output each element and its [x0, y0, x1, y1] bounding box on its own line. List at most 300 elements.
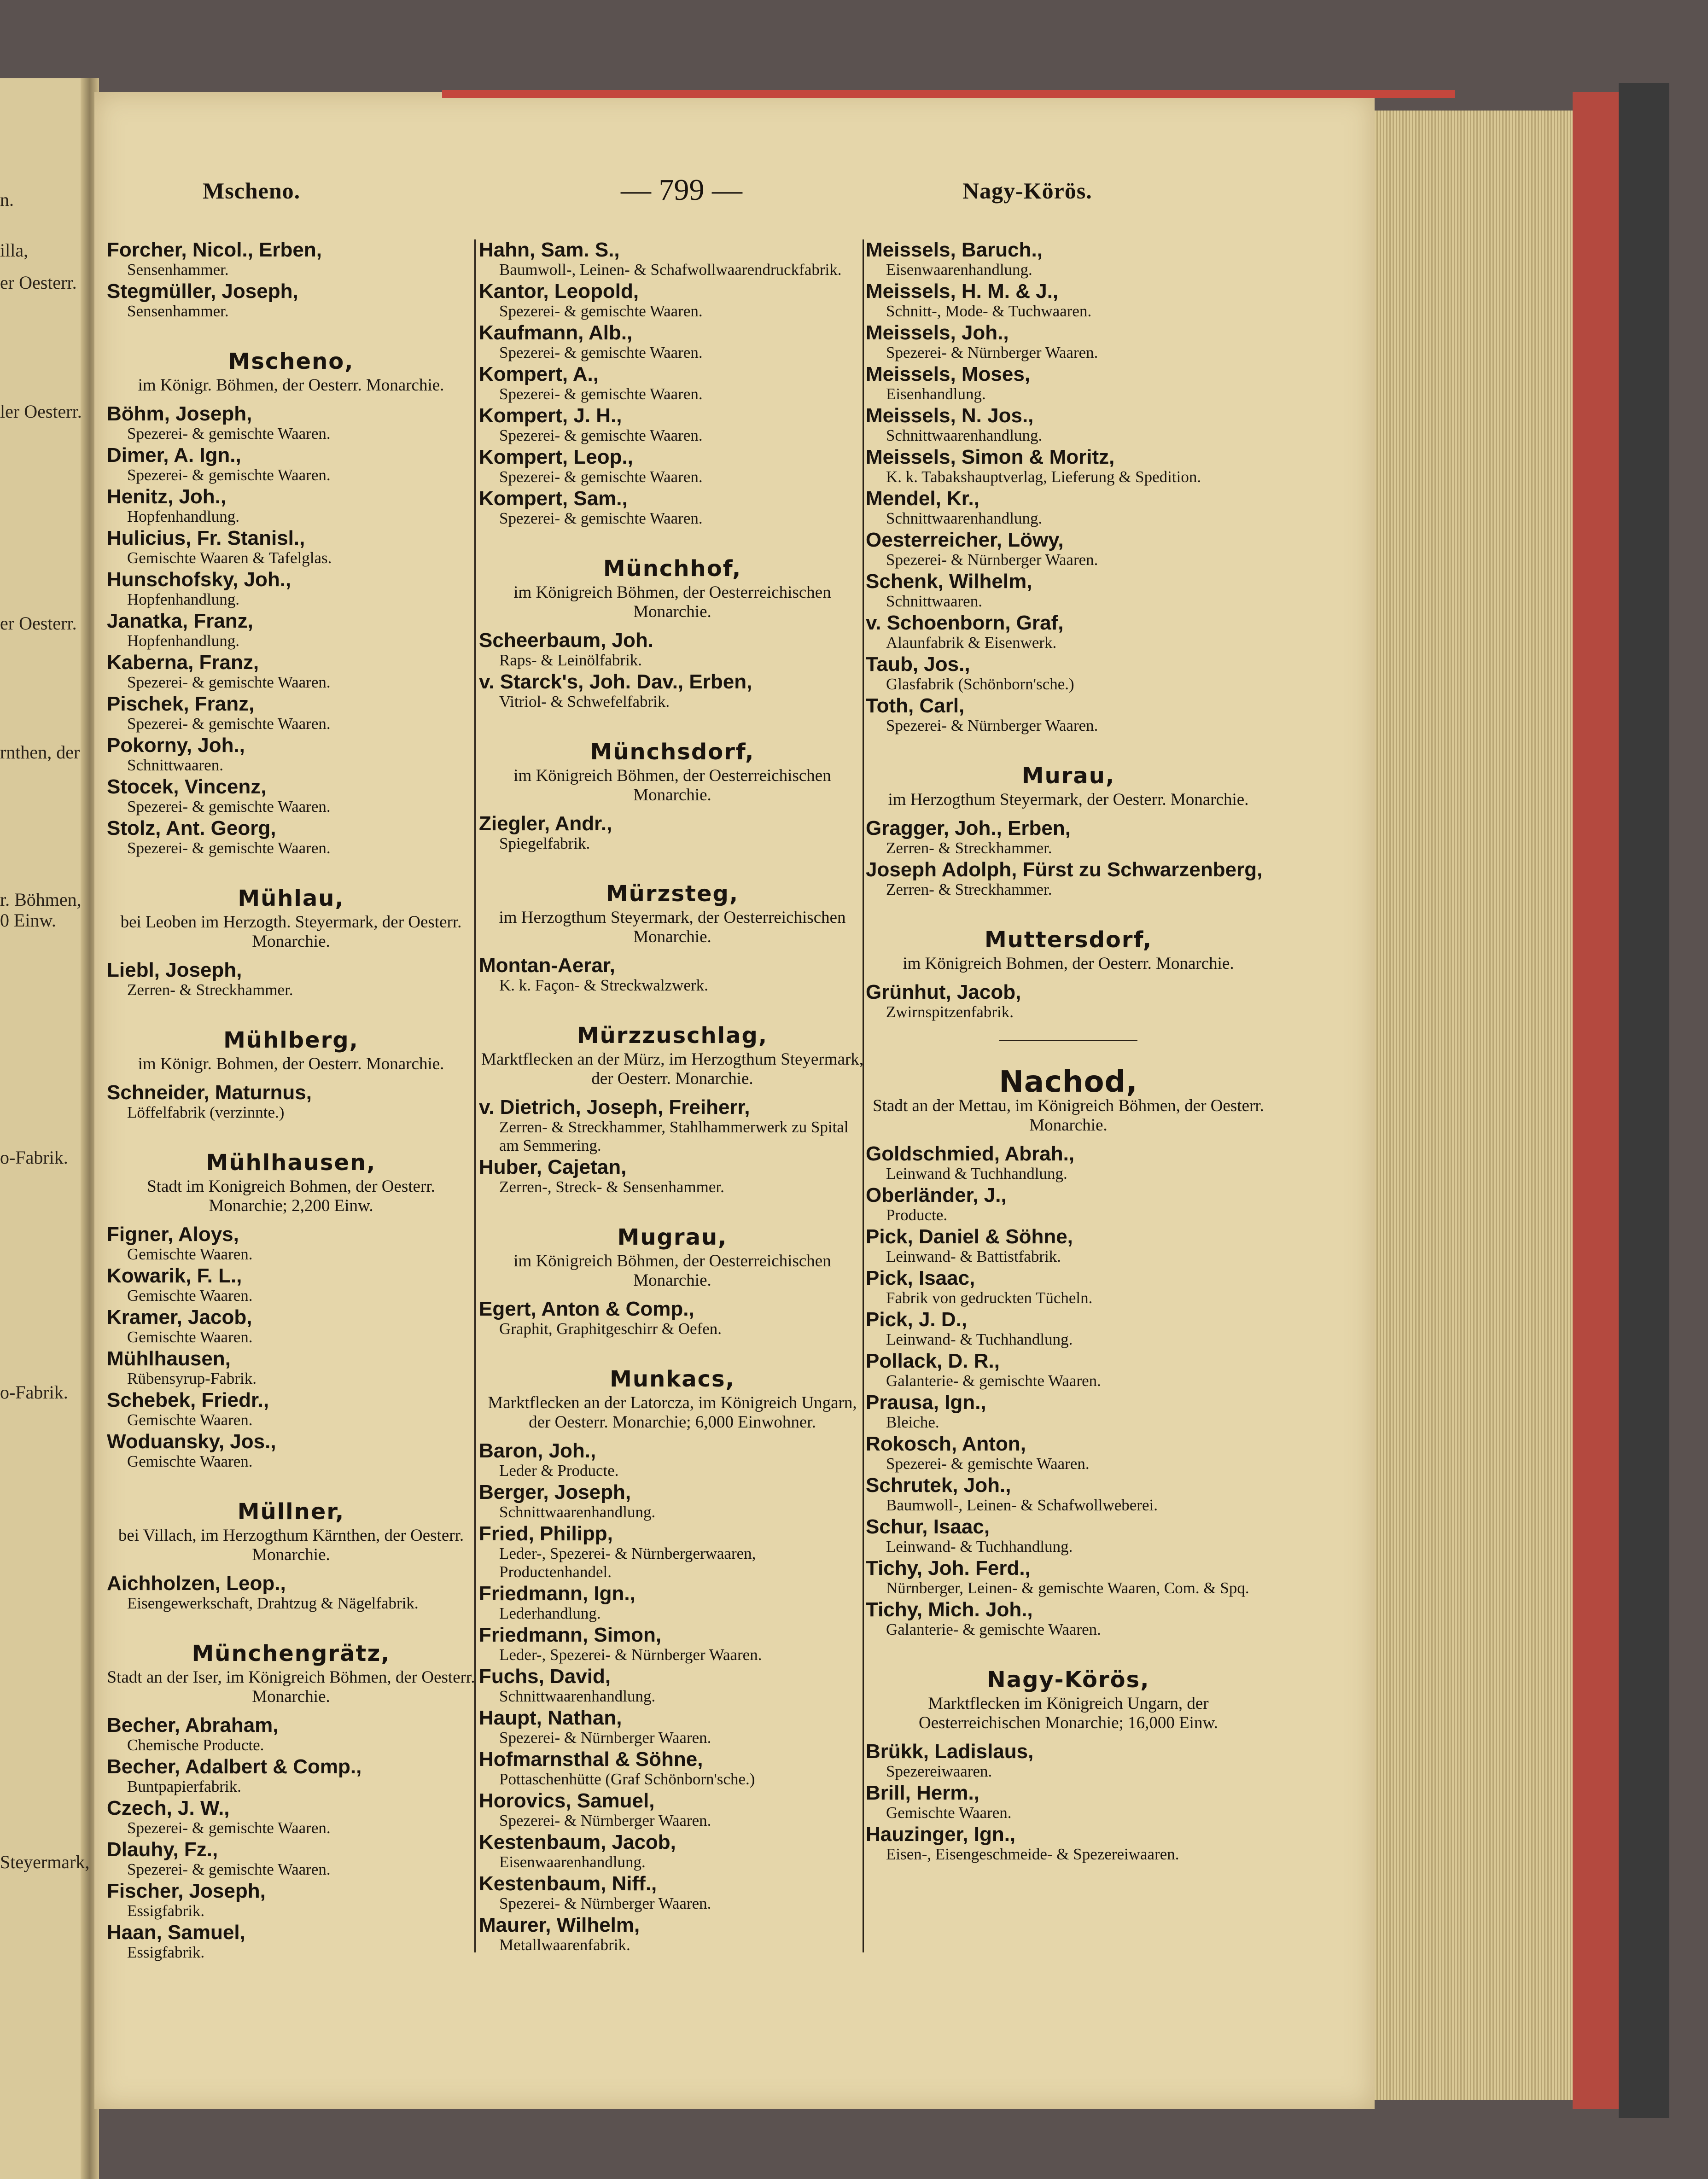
directory-entry [479, 322, 866, 362]
entry-name: Pischek, Franz, [107, 693, 255, 715]
entry-description: Eisenwaarenhandlung. [886, 261, 1032, 279]
directory-entry [479, 1157, 866, 1196]
entry-name: Hahn, Sam. S., [479, 239, 620, 261]
directory-entry [866, 322, 1271, 362]
directory-entry [479, 1666, 866, 1706]
directory-entry [866, 281, 1271, 320]
entry-name: Scheerbaum, Joh. [479, 629, 654, 652]
entry-description: Schnittwaaren. [886, 592, 982, 610]
entry-name: Pick, Daniel & Söhne, [866, 1225, 1073, 1248]
directory-entry [107, 818, 475, 857]
entry-name: Mühlhausen, [107, 1347, 231, 1370]
entry-description: Bleiche. [886, 1413, 939, 1431]
entry-description: Zerren- & Streckhammer. [886, 880, 1052, 898]
directory-entry [479, 281, 866, 320]
place-name: Murau, [1021, 763, 1115, 789]
directory-entry [107, 1348, 475, 1388]
entry-name: Meissels, Moses, [866, 363, 1031, 385]
running-head-left: Mscheno. [203, 178, 301, 204]
entry-description: Zerren- & Streckhammer. [127, 981, 293, 999]
directory-entry [866, 1516, 1271, 1556]
entry-description: K. k. Façon- & Streckwalzwerk. [499, 976, 708, 994]
directory-entry [866, 405, 1271, 445]
entry-name: Prausa, Ign., [866, 1391, 986, 1414]
entry-name: Ziegler, Andr., [479, 812, 612, 835]
entry-name: Kestenbaum, Jacob, [479, 1831, 676, 1853]
directory-entry [866, 1268, 1271, 1307]
entry-name: Rokosch, Anton, [866, 1433, 1026, 1455]
directory-entry [479, 1625, 866, 1664]
directory-entry [866, 1185, 1271, 1224]
entry-description: Schnittwaarenhandlung. [499, 1503, 656, 1521]
entry-description: Leinwand- & Tuchhandlung. [886, 1330, 1073, 1348]
entry-name: Pokorny, Joh., [107, 734, 245, 757]
entry-description: Lederhandlung. [499, 1604, 601, 1622]
directory-entry [866, 1143, 1271, 1183]
directory-entry [479, 630, 866, 670]
directory-entry [866, 1392, 1271, 1432]
entry-name: Schebek, Friedr., [107, 1389, 269, 1411]
entry-name: Meissels, N. Jos., [866, 404, 1034, 427]
entry-description: Spezereiwaaren. [886, 1762, 992, 1780]
place-description: Stadt an der Iser, im Königreich Böhmen, der Oesterr. Monarchie. [107, 1668, 475, 1706]
directory-entry [479, 1873, 866, 1913]
entry-description: Spezerei- & Nürnberger Waaren. [499, 1894, 711, 1912]
directory-entry [107, 1082, 475, 1122]
place-heading [107, 1026, 475, 1074]
entry-name: Brükk, Ladislaus, [866, 1740, 1034, 1763]
entry-name: Mendel, Kr., [866, 487, 979, 510]
directory-entry [866, 654, 1271, 693]
left-page-fragment: o-Fabrik. [0, 1382, 68, 1403]
entry-name: Stolz, Ant. Georg, [107, 817, 276, 839]
entry-description: Schnittwaaren. [127, 756, 223, 774]
directory-entry [479, 239, 866, 279]
place-heading [479, 880, 866, 947]
entry-description: Eisengewerkschaft, Drahtzug & Nägelfabrik. [127, 1594, 419, 1612]
directory-entry [866, 364, 1271, 403]
entry-name: Hofmarnsthal & Söhne, [479, 1748, 703, 1771]
directory-entry [107, 1839, 475, 1879]
entry-name: Henitz, Joh., [107, 485, 227, 508]
entry-description: Löffelfabrik (verzinnte.) [127, 1103, 285, 1121]
entry-description: Sensenhammer. [127, 261, 229, 279]
entry-description: Hopfenhandlung. [127, 507, 239, 525]
place-name: Mühlhausen, [206, 1150, 376, 1176]
entry-description: Raps- & Leinölfabrik. [499, 651, 642, 669]
directory-entry [479, 405, 866, 445]
place-description: im Königr. Bohmen, der Oesterr. Monarchie. [138, 1055, 444, 1073]
place-name: Mühlau, [238, 886, 344, 911]
entry-name: v. Dietrich, Joseph, Freiherr, [479, 1096, 750, 1119]
entry-description: Hopfenhandlung. [127, 632, 239, 650]
left-page-fragment: er Oesterr. [0, 272, 77, 293]
directory-entry [107, 1431, 475, 1471]
entry-description: Spezerei- & Nürnberger Waaren. [499, 1729, 711, 1747]
book-cover-red [1573, 92, 1619, 2109]
entry-name: Haupt, Nathan, [479, 1707, 622, 1729]
entry-name: Oberländer, J., [866, 1184, 1007, 1206]
entry-name: Meissels, Baruch., [866, 239, 1043, 261]
entry-name: Figner, Aloys, [107, 1223, 239, 1246]
place-description: Marktflecken an der Mürz, im Herzogthum Steyermark, der Oesterr. Monarchie. [481, 1050, 864, 1088]
place-heading [107, 1148, 475, 1216]
book-cover-spine [1619, 83, 1669, 2118]
place-description: im Königreich Böhmen, der Oesterreichischen Monarchie. [513, 766, 831, 804]
directory-entry [479, 813, 866, 853]
directory-entry [479, 1749, 866, 1789]
entry-name: Goldschmied, Abrah., [866, 1142, 1075, 1165]
entry-description: Leder & Producte. [499, 1462, 619, 1480]
place-description: im Königreich Bohmen, der Oesterr. Monarchie. [903, 954, 1234, 973]
left-page-fragment: n. [0, 189, 14, 210]
page-edges [1375, 111, 1573, 2100]
entry-name: Kowarik, F. L., [107, 1264, 242, 1287]
entry-name: v. Starck's, Joh. Dav., Erben, [479, 670, 752, 693]
entry-description: Galanterie- & gemischte Waaren. [886, 1620, 1101, 1638]
entry-description: Schnittwaarenhandlung. [886, 426, 1043, 444]
entry-name: Aichholzen, Leop., [107, 1572, 286, 1595]
directory-entry [107, 611, 475, 650]
place-heading [479, 554, 866, 622]
directory-entry [866, 1309, 1271, 1349]
place-heading [479, 738, 866, 805]
directory-entry [107, 239, 475, 279]
entry-name: Fuchs, David, [479, 1665, 611, 1688]
entry-description: Vitriol- & Schwefelfabrik. [499, 693, 670, 711]
directory-entry [866, 695, 1271, 735]
place-description: im Herzogthum Steyermark, der Oesterr. Monarchie. [888, 790, 1249, 809]
entry-description: K. k. Tabakshauptverlag, Lieferung & Spedition. [886, 468, 1201, 486]
directory-entry [479, 1440, 866, 1480]
entry-description: Gemischte Waaren. [127, 1452, 253, 1470]
left-page-fragment: rnthen, der [0, 742, 80, 763]
directory-entry [866, 530, 1271, 569]
left-page-fragment: 0 Einw. [0, 910, 56, 931]
place-name: Mühlberg, [223, 1027, 359, 1053]
left-page-fragment: o-Fabrik. [0, 1147, 68, 1168]
directory-entry [107, 1881, 475, 1920]
place-name: Mscheno, [228, 349, 354, 374]
entry-name: Grünhut, Jacob, [866, 981, 1021, 1003]
entry-name: Kaufmann, Alb., [479, 321, 633, 344]
entry-description: Schnitt-, Mode- & Tuchwaaren. [886, 302, 1092, 320]
entry-description: Zerren- & Streckhammer. [886, 839, 1052, 857]
entry-name: Egert, Anton & Comp., [479, 1298, 694, 1320]
entry-description: Gemischte Waaren & Tafelglas. [127, 549, 332, 567]
directory-entry [107, 445, 475, 484]
entry-description: Spezerei- & gemischte Waaren. [127, 673, 331, 691]
entry-description: Eisenhandlung. [886, 385, 986, 403]
entry-description: Spezerei- & gemischte Waaren. [499, 509, 703, 527]
place-description: im Herzogthum Steyermark, der Oesterreichischen Monarchie. [499, 908, 846, 946]
entry-description: Metallwaarenfabrik. [499, 1936, 630, 1954]
directory-entry [107, 403, 475, 443]
entry-name: Brill, Herm., [866, 1782, 979, 1804]
place-name: Müllner, [237, 1499, 345, 1525]
entry-name: Huber, Cajetan, [479, 1156, 627, 1178]
entry-description: Spezerei- & gemischte Waaren. [499, 385, 703, 403]
place-name: Muttersdorf, [984, 927, 1153, 953]
entry-name: Schneider, Maturnus, [107, 1081, 312, 1104]
directory-entry [479, 955, 866, 995]
cover-edge-top [442, 90, 1455, 98]
entry-description: Spezerei- & gemischte Waaren. [127, 1819, 331, 1837]
entry-name: Toth, Carl, [866, 694, 965, 717]
entry-name: Kestenbaum, Niff., [479, 1872, 657, 1895]
place-description: Stadt an der Mettau, im Königreich Böhmen, der Oesterr. Monarchie. [873, 1096, 1264, 1135]
directory-entry [479, 1790, 866, 1830]
entry-name: Schenk, Wilhelm, [866, 570, 1032, 593]
directory-entry [479, 1707, 866, 1747]
place-description: bei Leoben im Herzogth. Steyermark, der Oesterr. Monarchie. [120, 913, 462, 951]
entry-description: Spezerei- & Nürnberger Waaren. [886, 717, 1098, 734]
entry-description: Leder-, Spezerei- & Nürnbergerwaaren, Productenhandel. [499, 1544, 756, 1581]
entry-description: Spezerei- & gemischte Waaren. [499, 426, 703, 444]
entry-description: Spezerei- & gemischte Waaren. [127, 425, 331, 443]
directory-entry [107, 735, 475, 775]
directory-entry [107, 528, 475, 567]
directory-entry [107, 1265, 475, 1305]
entry-name: Pick, Isaac, [866, 1267, 975, 1289]
entry-description: Eisenwaarenhandlung. [499, 1853, 646, 1871]
entry-description: Spezerei- & gemischte Waaren. [499, 344, 703, 361]
entry-name: Montan-Aerar, [479, 954, 615, 977]
entry-name: Meissels, Joh., [866, 321, 1009, 344]
place-description: Marktflecken im Königreich Ungarn, der Oesterreichischen Monarchie; 16,000 Einw. [918, 1694, 1218, 1732]
entry-name: v. Schoenborn, Graf, [866, 612, 1064, 634]
directory-entry [866, 612, 1271, 652]
entry-description: Spezerei- & gemischte Waaren. [127, 1860, 331, 1878]
entry-name: Forcher, Nicol., Erben, [107, 239, 322, 261]
running-head-right: Nagy-Körös. [962, 178, 1092, 204]
entry-description: Eisen-, Eisengeschmeide- & Spezereiwaaren. [886, 1845, 1179, 1863]
directory-entry [107, 1307, 475, 1346]
directory-entry [479, 1915, 866, 1954]
column-2 [479, 239, 866, 1956]
section-divider [999, 1040, 1137, 1041]
entry-description: Fabrik von gedruckten Tücheln. [886, 1289, 1093, 1307]
entry-name: Böhm, Joseph, [107, 402, 252, 425]
directory-entry [866, 447, 1271, 486]
entry-description: Spezerei- & gemischte Waaren. [127, 798, 331, 816]
entry-name: Woduansky, Jos., [107, 1430, 276, 1453]
directory-entry [866, 239, 1271, 279]
left-page-fragment: r. Böhmen, [0, 889, 82, 910]
entry-name: Fischer, Joseph, [107, 1880, 266, 1902]
place-name: Mürzzuschlag, [577, 1023, 768, 1049]
entry-name: Haan, Samuel, [107, 1921, 245, 1944]
directory-entry [107, 652, 475, 692]
entry-name: Kompert, A., [479, 363, 599, 385]
place-heading [107, 1639, 475, 1707]
entry-name: Meissels, Simon & Moritz, [866, 446, 1115, 468]
entry-description: Spezerei- & Nürnberger Waaren. [886, 551, 1098, 569]
entry-name: Berger, Joseph, [479, 1481, 631, 1503]
directory-entry [866, 859, 1271, 899]
page-number: — 799 — [621, 173, 742, 207]
directory-entry [107, 281, 475, 320]
entry-description: Spezerei- & gemischte Waaren. [499, 468, 703, 486]
place-heading [479, 1365, 866, 1432]
entry-description: Gemischte Waaren. [127, 1287, 253, 1305]
entry-description: Schnittwaarenhandlung. [886, 509, 1043, 527]
directory-entry [866, 1226, 1271, 1266]
directory-entry [107, 569, 475, 609]
directory-entry [866, 1433, 1271, 1473]
entry-description: Gemischte Waaren. [127, 1245, 253, 1263]
directory-entry [107, 1798, 475, 1837]
directory-entry [866, 818, 1271, 857]
entry-description: Essigfabrik. [127, 1902, 205, 1920]
entry-name: Pollack, D. R., [866, 1350, 1000, 1372]
entry-name: Kaberna, Franz, [107, 651, 259, 674]
directory-entry [866, 1741, 1271, 1781]
entry-description: Alaunfabrik & Eisenwerk. [886, 634, 1057, 652]
entry-description: Buntpapierfabrik. [127, 1777, 241, 1795]
directory-entry [479, 1583, 866, 1623]
directory-entry [107, 1715, 475, 1754]
directory-entry [866, 1599, 1271, 1639]
entry-description: Spezerei- & gemischte Waaren. [127, 466, 331, 484]
entry-name: Baron, Joh., [479, 1439, 596, 1462]
entry-description: Gemischte Waaren. [127, 1411, 253, 1429]
directory-entry [479, 488, 866, 528]
place-name: Münchhof, [603, 556, 742, 582]
directory-entry [866, 1351, 1271, 1390]
directory-entry [107, 960, 475, 999]
directory-entry [479, 364, 866, 403]
entry-description: Spezerei- & Nürnberger Waaren. [499, 1812, 711, 1829]
entry-name: Liebl, Joseph, [107, 959, 242, 981]
place-heading [866, 1065, 1271, 1135]
directory-entry [479, 1097, 866, 1155]
place-name: Münchengrätz, [192, 1641, 391, 1666]
place-heading [866, 926, 1271, 973]
entry-description: Spezerei- & gemischte Waaren. [127, 715, 331, 733]
entry-name: Joseph Adolph, Fürst zu Schwarzenberg, [866, 858, 1263, 881]
left-page-fragment: er Oesterr. [0, 613, 77, 634]
place-name: Nagy-Körös, [987, 1667, 1150, 1693]
entry-description: Hopfenhandlung. [127, 590, 239, 608]
directory-entry [107, 693, 475, 733]
entry-description: Essigfabrik. [127, 1943, 205, 1961]
entry-name: Hulicius, Fr. Stanisl., [107, 527, 305, 549]
place-name: Mugrau, [617, 1224, 728, 1250]
entry-description: Zwirnspitzenfabrik. [886, 1003, 1014, 1021]
place-heading [479, 1021, 866, 1089]
entry-name: Friedmann, Ign., [479, 1582, 635, 1605]
entry-description: Baumwoll-, Leinen- & Schafwollweberei. [886, 1496, 1158, 1514]
place-heading [107, 347, 475, 395]
directory-entry [479, 671, 866, 711]
place-heading [866, 1666, 1271, 1733]
left-page-fragment: illa, [0, 240, 29, 261]
entry-name: Czech, J. W., [107, 1797, 230, 1819]
place-description: im Königreich Böhmen, der Oesterreichischen Monarchie. [513, 583, 831, 621]
directory-entry [107, 1756, 475, 1796]
directory-entry [866, 982, 1271, 1021]
entry-description: Leinwand- & Battistfabrik. [886, 1247, 1061, 1265]
entry-description: Zerren-, Streck- & Sensenhammer. [499, 1178, 724, 1196]
directory-entry [866, 1783, 1271, 1822]
directory-entry [479, 1832, 866, 1871]
place-description: im Königr. Böhmen, der Oesterr. Monarchie. [138, 376, 444, 395]
directory-entry [866, 1475, 1271, 1515]
entry-description: Zerren- & Streckhammer, Stahlhammerwerk zu Spital am Semmering. [499, 1118, 849, 1154]
entry-name: Pick, J. D., [866, 1308, 968, 1331]
entry-description: Spezerei- & gemischte Waaren. [499, 302, 703, 320]
entry-name: Becher, Abraham, [107, 1714, 279, 1736]
place-heading [479, 1223, 866, 1290]
directory-entry [866, 571, 1271, 611]
entry-name: Janatka, Franz, [107, 610, 253, 632]
entry-name: Stegmüller, Joseph, [107, 280, 298, 303]
entry-description: Spiegelfabrik. [499, 834, 590, 852]
place-description: im Königreich Böhmen, der Oesterreichischen Monarchie. [513, 1252, 831, 1290]
directory-entry [866, 1558, 1271, 1597]
place-description: Stadt im Konigreich Bohmen, der Oesterr. Monarchie; 2,200 Einw. [147, 1177, 435, 1215]
place-name: Nachod, [999, 1065, 1138, 1099]
entry-name: Hunschofsky, Joh., [107, 568, 291, 591]
place-name: Münchsdorf, [590, 739, 755, 765]
entry-name: Friedmann, Simon, [479, 1624, 662, 1646]
directory-entry [479, 1482, 866, 1521]
place-heading [107, 884, 475, 951]
entry-description: Chemische Producte. [127, 1736, 264, 1754]
directory-entry [479, 447, 866, 486]
entry-name: Kompert, Leop., [479, 446, 633, 468]
entry-description: Sensenhammer. [127, 302, 229, 320]
entry-name: Fried, Philipp, [479, 1522, 613, 1545]
column-3 [866, 239, 1271, 1865]
entry-description: Rübensyrup-Fabrik. [127, 1369, 256, 1387]
column-1 [107, 239, 475, 1963]
entry-name: Maurer, Wilhelm, [479, 1914, 640, 1936]
entry-name: Becher, Adalbert & Comp., [107, 1755, 362, 1778]
entry-name: Meissels, H. M. & J., [866, 280, 1059, 303]
entry-name: Dlauhy, Fz., [107, 1838, 218, 1861]
entry-description: Baumwoll-, Leinen- & Schafwollwaarendruckfabrik. [499, 261, 842, 279]
entry-description: Nürnberger, Leinen- & gemischte Waaren, Com. & Spq. [886, 1579, 1249, 1597]
entry-name: Taub, Jos., [866, 653, 970, 676]
entry-description: Graphit, Graphitgeschirr & Oefen. [499, 1320, 722, 1338]
directory-entry [866, 1824, 1271, 1864]
entry-name: Tichy, Joh. Ferd., [866, 1557, 1031, 1579]
directory-entry [107, 1922, 475, 1962]
entry-name: Horovics, Samuel, [479, 1789, 655, 1812]
entry-description: Spezerei- & gemischte Waaren. [127, 839, 331, 857]
entry-description: Spezerei- & gemischte Waaren. [886, 1455, 1090, 1473]
left-page-fragment: ler Oesterr. [0, 401, 82, 422]
directory-entry [107, 776, 475, 816]
entry-name: Kramer, Jacob, [107, 1306, 252, 1328]
place-heading [107, 1497, 475, 1565]
place-description: Marktflecken an der Latorcza, im Königreich Ungarn, der Oesterr. Monarchie; 6,000 Einwohner. [488, 1393, 857, 1432]
directory-entry [866, 488, 1271, 528]
entry-name: Kompert, Sam., [479, 487, 628, 510]
directory-entry [107, 1224, 475, 1264]
entry-description: Leinwand- & Tuchhandlung. [886, 1538, 1073, 1556]
entry-name: Oesterreicher, Löwy, [866, 529, 1064, 551]
entry-description: Spezerei- & Nürnberger Waaren. [886, 344, 1098, 361]
place-heading [866, 762, 1271, 810]
directory-entry [479, 1299, 866, 1338]
entry-description: Glasfabrik (Schönborn'sche.) [886, 675, 1074, 693]
entry-name: Hauzinger, Ign., [866, 1823, 1016, 1846]
entry-description: Gemischte Waaren. [886, 1804, 1012, 1822]
directory-entry [479, 1523, 866, 1581]
